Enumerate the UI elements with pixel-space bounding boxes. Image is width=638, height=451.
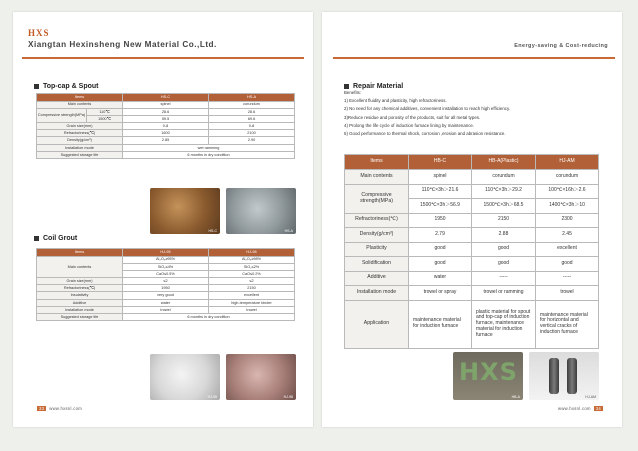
table-row: Density(g/cm³) 2.85 2.90 [37, 137, 295, 144]
table-row: Compressive strength(MPa) 110℃×3h＞21.6 110℃×3h＞29.2 100℃×16h＞2.6 [345, 184, 599, 199]
table-row: Insulativity very good excellent [37, 292, 295, 299]
footer-left [37, 406, 82, 411]
list-item: 3)Reduce residue and porosity of the products, suit for all metal types. [344, 114, 481, 120]
company-logo: HXS [28, 28, 50, 38]
bottle-right [567, 358, 577, 394]
product-photo-hs-c: HS-C [150, 188, 220, 234]
table-row: Refractoriness(℃) 1600 2100 [37, 130, 295, 137]
section-bullet-icon [34, 236, 39, 241]
list-item: 5) Good performance to thermal shock, corrosion ,erosion and abrasion resistance. [344, 131, 506, 137]
product-photo-hj-95: HJ-95 [150, 354, 220, 400]
product-photo-hb-a: HXS HB-A [453, 352, 523, 400]
table-header-row: Items HB-C HB-A(Plastic) HJ-AM [345, 155, 599, 170]
table-header-row: Items HJ-95 HJ-98 [37, 249, 295, 257]
hxs-clay-letters: HXS [459, 358, 518, 386]
table-row: Main contents Al₂O₃≥95% Al₂O₃≥98% [37, 256, 295, 263]
table-row: Main contents spinel corundum [37, 101, 295, 108]
table-row: Additive water high-temperature binder [37, 299, 295, 306]
product-photo-hs-a: HS-A [226, 188, 296, 234]
list-item: 2) No need for any chemical additives, convenient installation to reach high efficiency. [344, 106, 511, 112]
table-row: Grain size(mm) ≤2 ≤2 [37, 278, 295, 285]
benefits-title: Benefits: [344, 90, 362, 95]
section-title-repair: Repair Material [344, 83, 403, 90]
brand-block [28, 28, 217, 49]
table-row: CaO≤0.5% CaO≤0.2% [37, 270, 295, 277]
website-url[interactable]: www.hxsnl.com [49, 406, 83, 411]
table-row: Installation mode wet ramming [37, 144, 295, 151]
page-number: 33 [39, 406, 45, 411]
header-divider-right [333, 57, 615, 59]
footer-right [558, 406, 603, 411]
table-header-row: Items HS-C HS-A [37, 94, 295, 102]
repair-table [344, 154, 599, 349]
table-row: Suggested storage life 6 months in dry condition [37, 314, 295, 321]
table-row: Installation mode trowel trowel [37, 306, 295, 313]
table-row: Application maintenance material for induction furnace plastic material for spout and top-cap of induction furnace, maintenance material for induction furnace maintenance material for horizontal and vertical cracks of induction furnace [345, 300, 599, 348]
table-row: 1500℃ 59.5 69.6 [37, 115, 295, 122]
table-row: Refractoriness(℃) 1950 2150 2300 [345, 213, 599, 228]
table-row: Additive water ----- ----- [345, 271, 599, 286]
table-row: Main contents spinel corundum corundum [345, 170, 599, 185]
slogan: Energy-saving & Cost-reducing [514, 43, 608, 49]
product-photo-hj-98: HJ-98 [226, 354, 296, 400]
benefits-list [344, 89, 606, 138]
table-row: Solidification good good good [345, 257, 599, 272]
section-bullet-icon [34, 84, 39, 89]
table-row: 1500℃×3h＞56.9 1500℃×3h＞68.5 1400℃×3h＞10 [345, 199, 599, 214]
topcap-table [36, 93, 295, 159]
table-row: Installation mode trowel or spray trowel or ramming trowel [345, 286, 599, 301]
bottle-left [549, 358, 559, 394]
table-row: Compressive strength(MPa) 110℃ 28.6 28.6 [37, 108, 295, 115]
product-photo-hj-am: HJ-AM [529, 352, 599, 400]
page-number: 34 [595, 406, 602, 411]
table-row: Density(g/cm³) 2.79 2.88 2.45 [345, 228, 599, 243]
company-name: Xiangtan Hexinsheng New Material Co.,Ltd. [28, 40, 217, 49]
header-divider-left [22, 57, 304, 59]
table-row: Grain size(mm) 0-8 0-8 [37, 123, 295, 130]
section-title-coil: Coil Grout [34, 235, 77, 242]
table-row: Refractoriness(℃) 1950 2150 [37, 285, 295, 292]
list-item: 4) Prolong the life cycle of induction furnace lining by maintenance. [344, 122, 475, 128]
coil-table [36, 248, 295, 321]
table-row: SiO₂≤4% SiO₂≤2% [37, 263, 295, 270]
section-title-topcap: Top-cap & Spout [34, 83, 98, 90]
website-url[interactable]: www.hxsnl.com [558, 406, 591, 411]
table-row: Plasticity good good excellent [345, 242, 599, 257]
list-item: 1) Excellent fluidity and plasticity, high refractoriness. [344, 98, 447, 104]
table-row: Suggested storage life 6 months in dry condition [37, 151, 295, 158]
